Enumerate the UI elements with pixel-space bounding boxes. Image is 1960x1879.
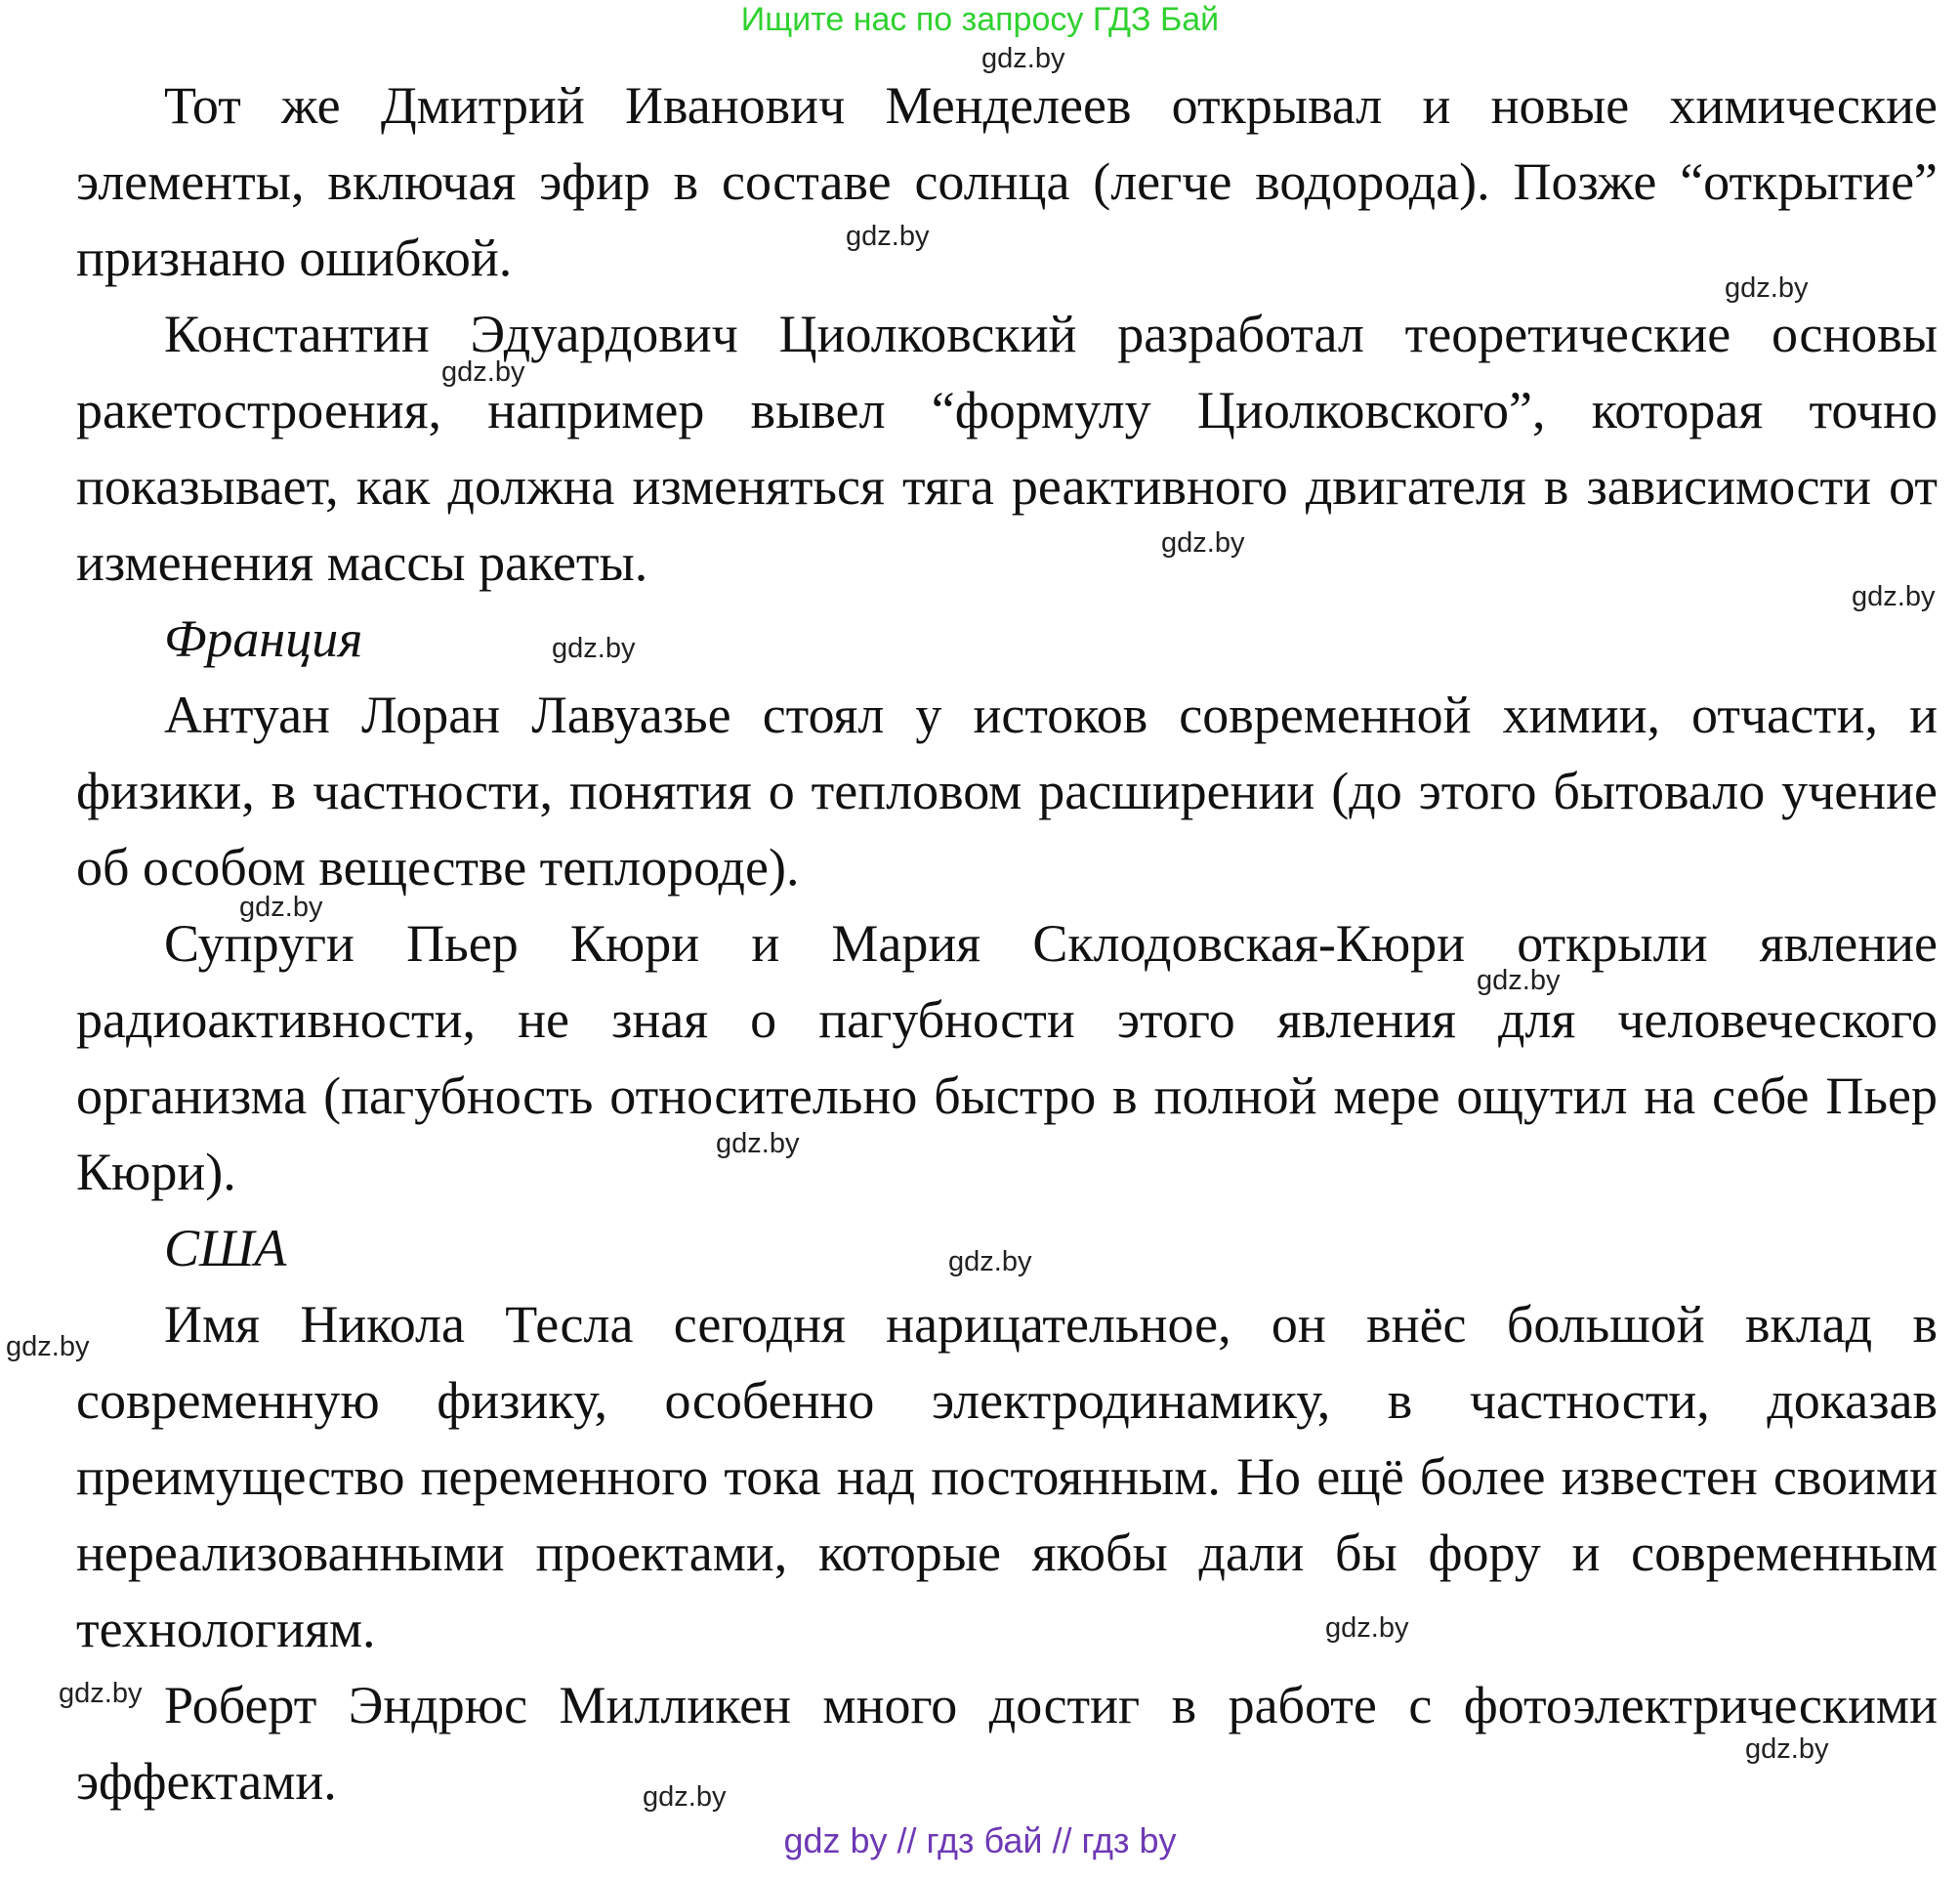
watermark: gdz.by <box>59 1678 143 1709</box>
watermark: gdz.by <box>1725 272 1809 304</box>
search-hint: Ищите нас по запросу ГДЗ Бай <box>740 1 1220 38</box>
watermark: gdz.by <box>1477 965 1561 996</box>
heading-usa: США <box>164 1219 287 1277</box>
watermark: gdz.by <box>846 221 930 252</box>
watermark: gdz.by <box>6 1331 90 1362</box>
paragraph-mendeleev: Тот же Дмитрий Иванович Менделеев открывал и новые химические элементы, включая эфир в составе солнца (легче водорода). Позже “открытие” признано ошибкой. <box>76 76 1938 287</box>
watermark: gdz.by <box>1745 1733 1829 1765</box>
watermark: gdz.by <box>981 43 1065 74</box>
watermark: gdz.by <box>1852 581 1936 612</box>
watermark: gdz.by <box>441 356 525 388</box>
watermark: gdz.by <box>1161 527 1245 559</box>
paragraph-millikan: Роберт Эндрюс Милликен много достиг в работе с фотоэлектрическими эффектами. <box>76 1676 1938 1811</box>
watermark: gdz.by <box>239 892 323 923</box>
paragraph-tsiolkovsky: Константин Эдуардович Циолковский разработал теоретические основы ракетостроения, например вывел “формулу Циолковского”, которая точно показывает, как должна изменяться тяга реактивного двигателя в зависимости от изменения массы ракеты. <box>76 305 1938 592</box>
heading-france: Франция <box>164 609 363 668</box>
document-body <box>76 67 1938 1819</box>
watermark: gdz.by <box>552 633 636 664</box>
watermark: gdz.by <box>716 1128 800 1159</box>
paragraph-curie: Супруги Пьер Кюри и Мария Склодовская-Кюри открыли явление радиоактивности, не зная о пагубности этого явления для человеческого организма (пагубность относительно быстро в полной мере ощутил на себе Пьер Кюри). <box>76 914 1938 1201</box>
paragraph-lavoisier: Антуан Лоран Лавуазье стоял у истоков современной химии, отчасти, и физики, в частности, понятия о тепловом расширении (до этого бытовало учение об особом веществе теплороде). <box>76 686 1938 897</box>
watermark: gdz.by <box>948 1246 1032 1277</box>
watermark: gdz.by <box>643 1781 727 1813</box>
paragraph-tesla: Имя Никола Тесла сегодня нарицательное, он внёс большой вклад в современную физику, особенно электродинамику, в частности, доказав преимущество переменного тока над постоянным. Но ещё более известен своими нереализованными проектами, которые якобы дали бы фору и современным технологиям. <box>76 1295 1938 1658</box>
watermark: gdz.by <box>1325 1612 1409 1644</box>
footer-links: gdz by // гдз бай // гдз by <box>783 1820 1177 1860</box>
